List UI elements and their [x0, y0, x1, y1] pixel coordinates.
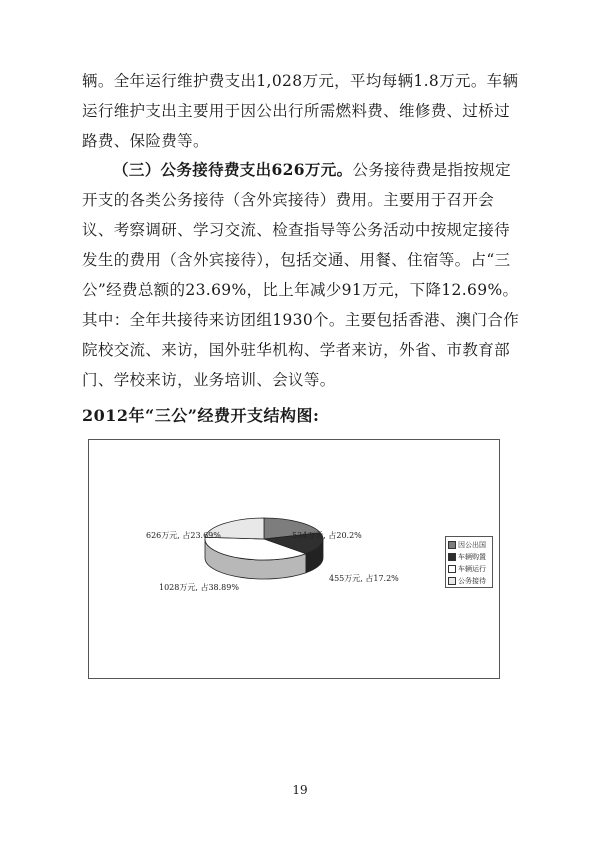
legend-label: 公务接待	[458, 577, 486, 585]
paragraph-text: 辆。全年运行维护费支出1,028万元，平均每辆1.8万元。车辆运行维护支出主要用于因公出行所需燃料费、维修费、过桥过路费、保险费等。	[82, 72, 519, 150]
legend-swatch	[448, 577, 456, 585]
legend-item-车辆购置	[448, 551, 490, 563]
data-label-车辆运行: 1028万元, 占38.89%	[159, 583, 239, 592]
paragraph-vehicle-maintenance	[82, 66, 522, 156]
data-label-车辆购置: 455万元, 占17.2%	[329, 574, 399, 583]
subsection-heading: （三）公务接待费支出626万元。	[113, 160, 353, 179]
legend-item-公务接待	[448, 575, 490, 587]
chart-frame	[88, 439, 500, 679]
legend-swatch	[448, 541, 456, 549]
legend-swatch	[448, 565, 456, 573]
legend-swatch	[448, 553, 456, 561]
legend-item-车辆运行	[448, 563, 490, 575]
legend-label: 因公出国	[458, 541, 486, 549]
legend-label: 车辆运行	[458, 565, 486, 573]
legend-item-因公出国	[448, 539, 490, 551]
data-label-公务接待: 626万元, 占23.69%	[146, 531, 221, 540]
page-number: 19	[292, 783, 308, 797]
pie-chart	[89, 440, 499, 678]
paragraph-reception-expense	[82, 155, 522, 395]
chart-legend	[445, 536, 493, 588]
data-label-因公出国: 534万元, 占20.2%	[292, 531, 362, 540]
paragraph-text: 公务接待费是指按规定开支的各类公务接待（含外宾接待）费用。主要用于召开会议、考察调研、学习交流、检查指导等公务活动中按规定接待发生的费用（含外宾接待），包括交通、用餐、住宿等。占“三公”经费总额的23.69%，比上年减少91万元，下降12.69%。其中：全年共接待来访团组1930个。主要包括香港、澳门合作院校交流、来访，国外驻华机构、学者来访，外省、市教育部门、学校来访，业务培训、会议等。	[82, 161, 520, 389]
chart-section-title: 2012年“三公”经费开支结构图:	[82, 406, 320, 425]
legend-label: 车辆购置	[458, 553, 486, 561]
